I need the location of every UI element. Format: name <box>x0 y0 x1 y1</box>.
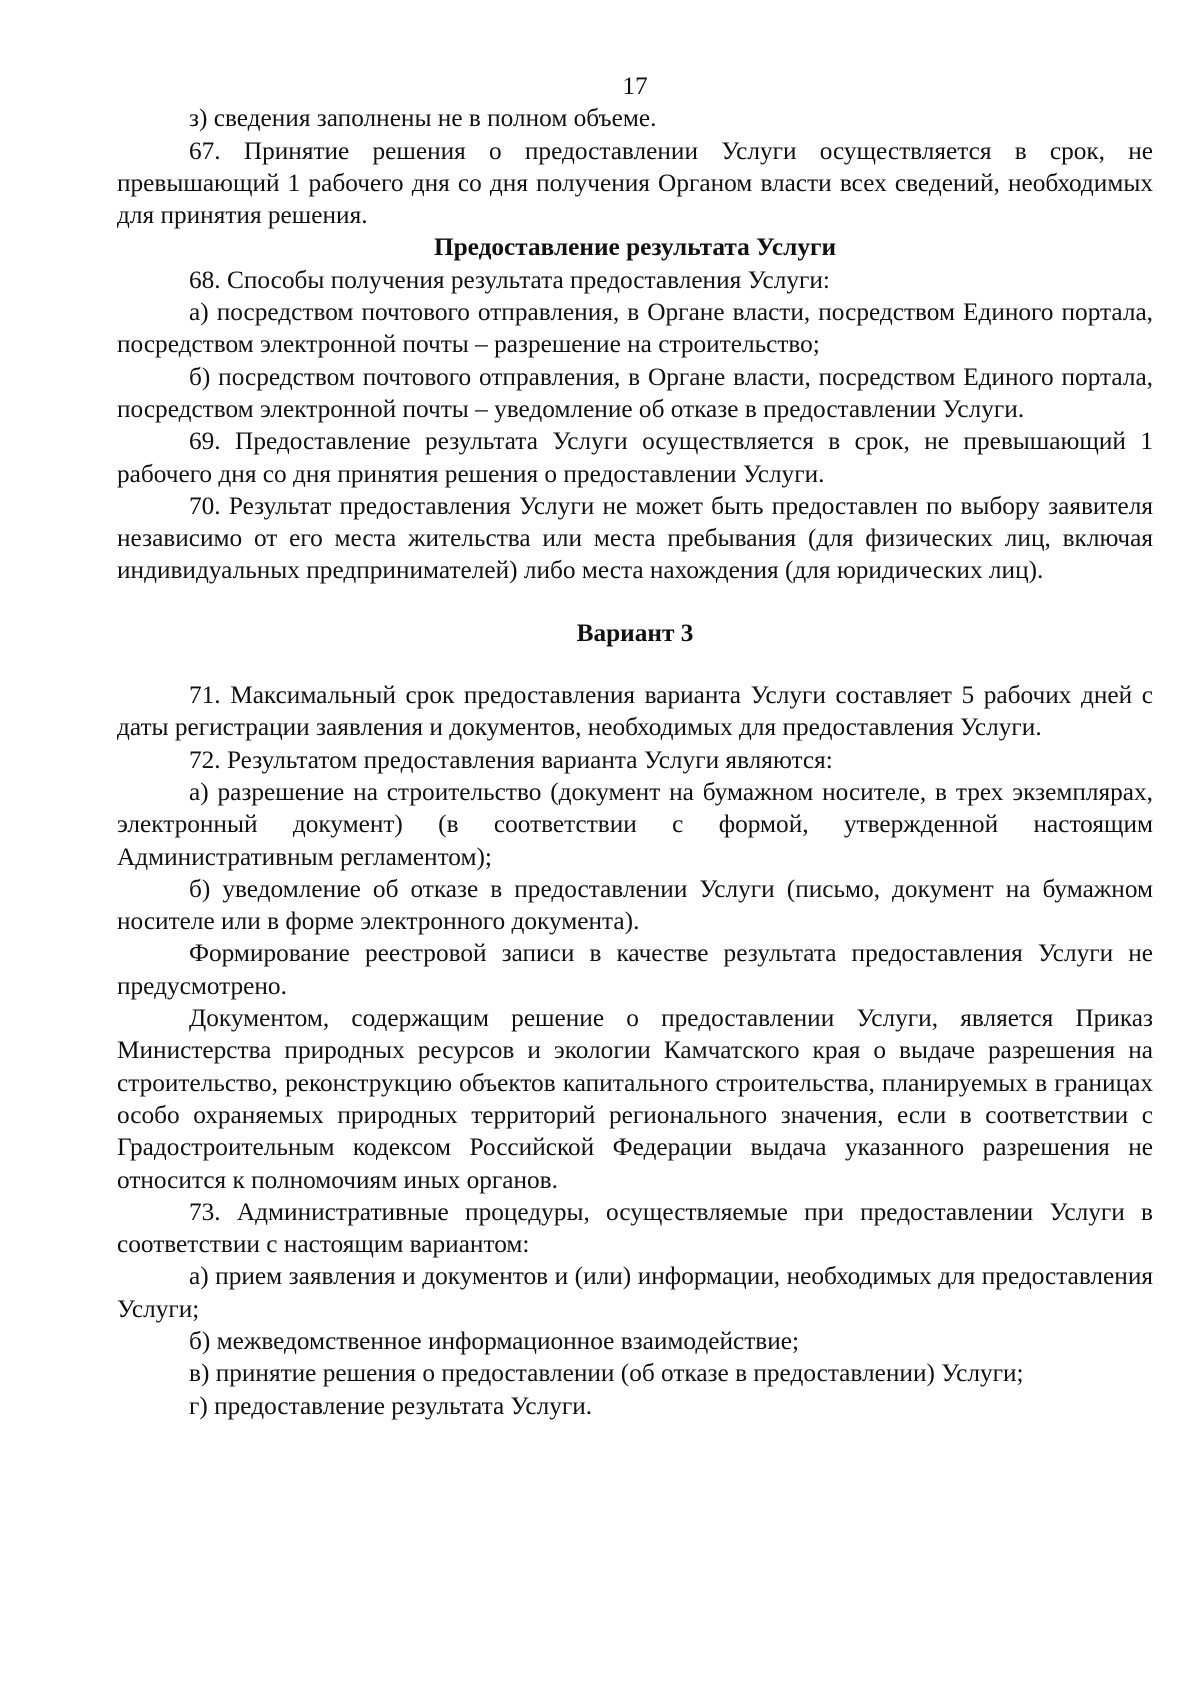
paragraph-67: 67. Принятие решения о предоставлении Услуги осуществляется в срок, не превышающий 1 рабочего дня со дня получения Органом власти всех сведений, необходимых для принятия решения. <box>117 136 1153 230</box>
paragraph-71: 71. Максимальный срок предоставления варианта Услуги составляет 5 рабочих дней с даты регистрации заявления и документов, необходимых для предоставления Услуги. <box>117 681 1153 742</box>
paragraph-72-b: б) уведомление об отказе в предоставлении Услуги (письмо, документ на бумажном носителе или в форме электронного документа). <box>117 874 1153 936</box>
paragraph-decision-document: Документом, содержащим решение о предоставлении Услуги, является Приказ Министерства природных ресурсов и экологии Камчатского края о выдаче разрешения на строительство, реконструкцию объектов капитального строительства, планируемых в границах особо охраняемых природных территорий регионального значения, если в соответствии с Градостроительным кодексом Российской Федерации выдача указанного разрешения не относится к полномочиям иных органов. <box>117 1004 1153 1194</box>
paragraph-72-a: а) разрешение на строительство (документ на бумажном носителе, в трех экземплярах, электронный документ) (в соответствии с формой, утвержденной настоящим Административным регламентом); <box>117 777 1153 871</box>
paragraph-73-a: а) прием заявления и документов и (или) информации, необходимых для предоставления Услуги; <box>117 1262 1153 1323</box>
paragraph-73-v: в) принятие решения о предоставлении (об отказе в предоставлении) Услуги; <box>189 1359 1024 1388</box>
page-number: 17 <box>622 72 648 100</box>
section-heading-variant-3: Вариант 3 <box>576 618 694 647</box>
section-heading-result: Предоставление результата Услуги <box>433 233 837 262</box>
paragraph-z: з) сведения заполнены не в полном объеме. <box>189 104 657 133</box>
paragraph-68-a: а) посредством почтового отправления, в Органе власти, посредством Единого портала, посредством электронной почты – разрешение на строительство; <box>117 298 1153 359</box>
paragraph-73-b: б) межведомственное информационное взаимодействие; <box>189 1326 800 1355</box>
paragraph-72: 72. Результатом предоставления варианта Услуги являются: <box>189 745 833 774</box>
document-body <box>117 70 1153 1422</box>
paragraph-68-b: б) посредством почтового отправления, в Органе власти, посредством Единого портала, посредством электронной почты – уведомление об отказе в предоставлении Услуги. <box>117 362 1153 423</box>
paragraph-73: 73. Административные процедуры, осуществляемые при предоставлении Услуги в соответствии с настоящим вариантом: <box>117 1197 1153 1259</box>
paragraph-73-g: г) предоставление результата Услуги. <box>189 1391 593 1420</box>
paragraph-68: 68. Способы получения результата предоставления Услуги: <box>189 265 830 294</box>
paragraph-69: 69. Предоставление результата Услуги осуществляется в срок, не превышающий 1 рабочего дня со дня принятия решения о предоставлении Услуги. <box>117 427 1153 488</box>
paragraph-registry-record: Формирование реестровой записи в качестве результата предоставления Услуги не предусмотрено. <box>117 939 1153 1000</box>
paragraph-70: 70. Результат предоставления Услуги не может быть предоставлен по выбору заявителя независимо от его места жительства или места пребывания (для физических лиц, включая индивидуальных предпринимателей) либо места нахождения (для юридических лиц). <box>117 491 1153 585</box>
